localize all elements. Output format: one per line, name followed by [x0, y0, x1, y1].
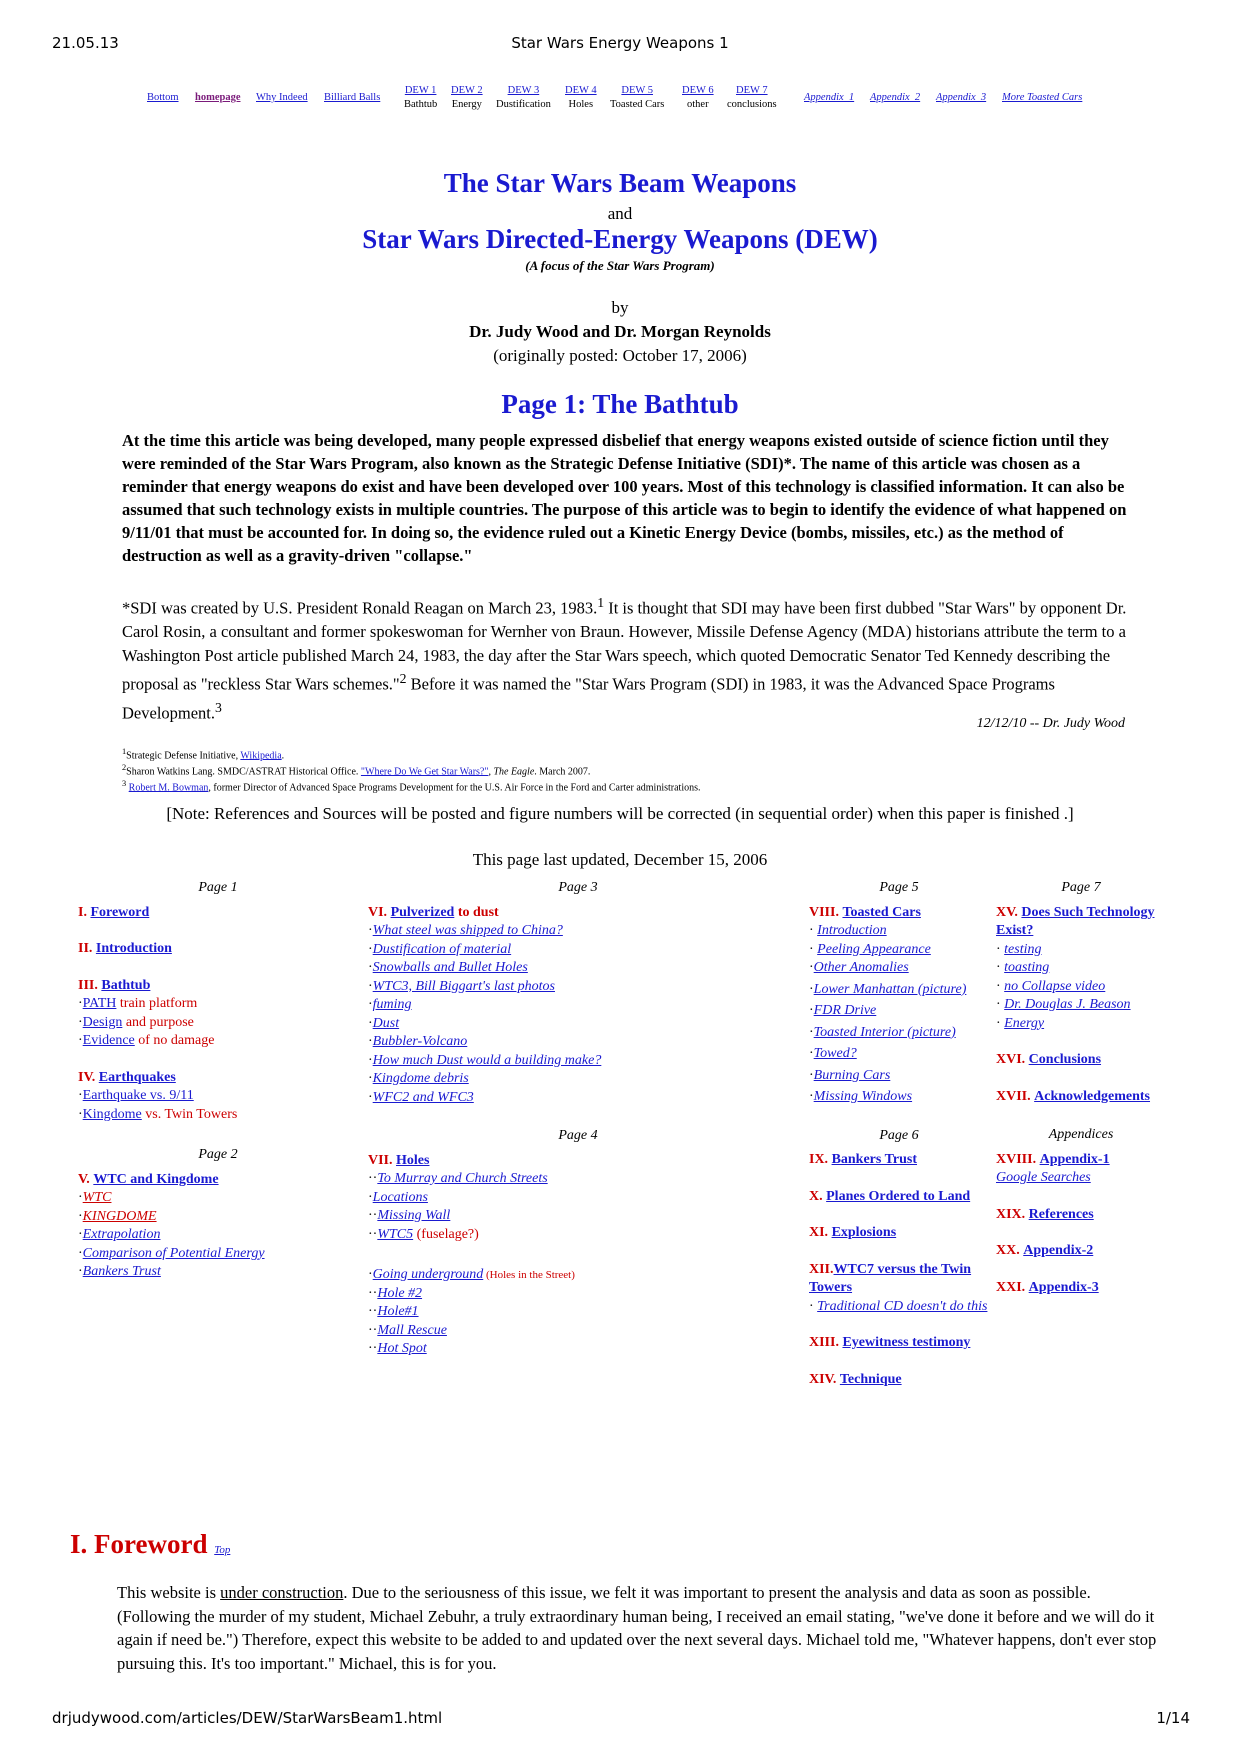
references-note: [Note: References and Sources will be posted and figure numbers will be corrected (in sequential order) when this paper is finished .]: [166, 804, 1074, 823]
toc-lower-manhattan-link[interactable]: Lower Manhattan (picture): [813, 981, 967, 997]
toc-hole1-link[interactable]: Hole#1: [377, 1304, 419, 1319]
nav-dew-sub: Holes: [568, 99, 594, 110]
sdi-text: Before it was named the "Star Wars Program (SDI) in 1983, it was the Advanced Space Programs Development.: [122, 674, 1055, 723]
toc-page-heading: Page 4: [558, 1128, 598, 1143]
nav-billiard-balls-link[interactable]: Billiard Balls: [324, 92, 381, 103]
toc-num: II.: [78, 941, 93, 956]
nav-homepage-link[interactable]: homepage: [195, 92, 241, 103]
toc-page-heading: Page 2: [198, 1147, 238, 1162]
toc-mall-rescue-link[interactable]: Mall Rescue: [377, 1322, 447, 1338]
nav-dew-link[interactable]: DEW 2: [451, 85, 483, 96]
toc-technique-link[interactable]: Technique: [839, 1371, 902, 1387]
toc-acknowledgements-link[interactable]: Acknowledgements: [1034, 1088, 1151, 1104]
toc-path-link[interactable]: PATH: [82, 996, 117, 1011]
bowman-link[interactable]: Robert M. Bowman: [128, 782, 209, 794]
toc-num: XX.: [996, 1243, 1020, 1258]
toc-text: (fuselage?): [413, 1226, 479, 1242]
nav-why-indeed-link[interactable]: Why Indeed: [256, 92, 308, 103]
toc-steel-china-link[interactable]: What steel was shipped to China?: [372, 923, 563, 938]
foreword-heading: [70, 1529, 230, 1560]
footnote-num: 3: [122, 779, 127, 788]
toc-column-1: Page 1 I. Foreword II. Introduction III. Bathtub ·PATH train platform ·Design and purpose ·Evidence of no damage IV. Earthquakes ·Earthquake vs. 9/11 ·Kingdome vs. Twin Towers Page 2 V. WTC and Kingdome ·WTC ·KINGDOME ·Extrapolation ·Comparison of Potential Energy ·Bankers Trust: [78, 879, 358, 1282]
footnote-text: The Eagle: [493, 766, 535, 778]
toc-num: XIX.: [996, 1206, 1026, 1222]
nav-dew-sub: Dustification: [496, 99, 551, 110]
toc-earthquake-911-link[interactable]: Earthquake vs. 9/11: [82, 1088, 194, 1103]
toc-bankers-trust-9-link[interactable]: Bankers Trust: [831, 1152, 918, 1167]
toc-burning-cars-link[interactable]: Burning Cars: [813, 1067, 891, 1083]
page-heading: Page 1: The Bathtub: [501, 389, 739, 419]
toc-num: XII.: [809, 1261, 834, 1277]
footnote-num: 1: [122, 747, 127, 756]
footnote-3: [122, 779, 701, 793]
toc-kingdome-caps-link[interactable]: KINGDOME: [82, 1208, 157, 1224]
toc-energy-link[interactable]: Energy: [1004, 1015, 1045, 1031]
nav-more-toasted-cars-link[interactable]: More Toasted Cars: [1002, 92, 1083, 103]
foreword-text: . Due to the seriousness of this issue, we felt it was important to present the analysis and data as soon as possible. (Following the murder of my student, Michael Zebuhr, a truly extraordinary human being, I received an email stating, "we've done it before and we will do it again if need be.") Therefore, expect this website to be added to and updated over the next several days. Michael told me, "Whatever happens, don't ever stop pursuing this. It's too important." Michael, this is for you.: [117, 1583, 1157, 1673]
footnote-text: .: [281, 750, 285, 762]
footnote-2: [122, 763, 590, 777]
footnote-text: , former Director of Advanced Space Programs Development for the U.S. Air Force in the Ford and Carter administrations.: [208, 782, 701, 794]
footnote-text: Strategic Defense Initiative,: [126, 750, 241, 762]
toc-testing-link[interactable]: testing: [1004, 941, 1042, 957]
toc-wfc-link[interactable]: WFC2 and WFC3: [372, 1089, 474, 1105]
toc-underground-link[interactable]: Going underground: [372, 1267, 484, 1282]
toc-page-heading: Page 7: [1061, 880, 1101, 895]
toc-text: vs. Twin Towers: [141, 1106, 238, 1122]
star-wars-article-link[interactable]: "Where Do We Get Star Wars?": [360, 766, 489, 778]
toc-wtc7-link[interactable]: WTC7 versus the Twin Towers: [809, 1261, 972, 1295]
toc-traditional-cd-link[interactable]: Traditional CD doesn't do this: [817, 1298, 988, 1314]
toc-toasting-link[interactable]: toasting: [1004, 960, 1050, 975]
toc-num: XVI.: [996, 1052, 1026, 1067]
nav-dew-link[interactable]: DEW 1: [404, 85, 437, 96]
toc-fdr-drive-link[interactable]: FDR Drive: [813, 1003, 877, 1018]
print-date: 21.05.13: [52, 34, 119, 52]
sdi-paragraph: [122, 591, 1132, 725]
toc-murray-link[interactable]: To Murray and Church Streets: [377, 1171, 548, 1186]
nav-dew-sub: Energy: [451, 99, 482, 110]
toc-dust-link[interactable]: Dust: [372, 1015, 400, 1031]
nav-dew-link[interactable]: DEW 3: [507, 85, 540, 96]
toc-text: (Holes in the Street): [483, 1269, 575, 1281]
toc-locations-link[interactable]: Locations: [372, 1189, 428, 1205]
nav-dew-7[interactable]: [727, 84, 777, 112]
toc-references-link[interactable]: References: [1028, 1206, 1094, 1222]
toc-bankers-trust-link[interactable]: Bankers Trust: [82, 1264, 161, 1279]
nav-dew-link[interactable]: DEW 4: [565, 85, 597, 96]
byline: by: [611, 298, 629, 317]
toc-num: VI.: [368, 904, 388, 920]
toc-missing-windows-link[interactable]: Missing Windows: [813, 1089, 913, 1104]
toc-page-heading: Page 1: [198, 880, 238, 895]
toc-num: XVII.: [996, 1088, 1031, 1104]
toc-dustification-link[interactable]: Dustification of material: [372, 941, 512, 957]
nav-dew-3[interactable]: [496, 84, 551, 112]
footnote-1: [122, 747, 284, 761]
toc-bathtub-link[interactable]: Bathtub: [101, 977, 151, 993]
wikipedia-link[interactable]: Wikipedia: [240, 750, 282, 762]
toc-no-collapse-link[interactable]: no Collapse video: [1004, 978, 1106, 994]
foreword-title: I. Foreword: [70, 1529, 208, 1559]
toc-page-heading: Page 5: [879, 880, 919, 895]
toc-num: III.: [78, 977, 98, 993]
toc-planes-link[interactable]: Planes Ordered to Land: [826, 1188, 971, 1204]
nav-dew-link[interactable]: DEW 7: [735, 85, 768, 96]
toc-num: X.: [809, 1188, 823, 1204]
toc-column-3: Page 5 VIII. Toasted Cars · Introduction · Peeling Appearance ·Other Anomalies ·Lower Manhattan (picture) ·FDR Drive ·Toasted Interior (picture) ·Towed? ·Burning Cars ·Missing Windows Page 6 IX. Bankers Trust X. Planes Ordered to Land XI. Explosions XII.WTC7 versus the Twin Towers · Traditional CD doesn't do this XIII. Eyewitness testimony XIV. Technique: [809, 880, 988, 1387]
print-url: drjudywood.com/articles/DEW/StarWarsBeam1.html: [52, 1709, 443, 1727]
toc-beason-link[interactable]: Dr. Douglas J. Beason: [1004, 997, 1131, 1012]
toc-page-heading: Page 6: [879, 1127, 919, 1143]
footnote-ref: 1: [597, 595, 605, 610]
toc-wtc5-link[interactable]: WTC5: [377, 1226, 414, 1242]
toc-appendix-3-link[interactable]: Appendix-3: [1028, 1279, 1099, 1295]
foreword-text: This website is: [117, 1583, 221, 1602]
authors: Dr. Judy Wood and Dr. Morgan Reynolds: [469, 322, 771, 341]
under-construction-link[interactable]: under construction: [220, 1583, 344, 1602]
footnote-ref: 2: [399, 671, 407, 686]
toc-num: XV.: [996, 904, 1018, 920]
toc-num: VIII.: [809, 904, 839, 920]
toc-text: and purpose: [122, 1014, 194, 1030]
nav-dew-sub: other: [687, 99, 709, 110]
toc-towed-link[interactable]: Towed?: [813, 1046, 857, 1061]
nav-dew-sub: Toasted Cars: [610, 99, 665, 110]
main-title: The Star Wars Beam Weapons: [443, 168, 797, 198]
toc-snowballs-link[interactable]: Snowballs and Bullet Holes: [372, 960, 528, 975]
toc-appendices-heading: Appendices: [1048, 1127, 1114, 1142]
toc-earthquakes-link[interactable]: Earthquakes: [98, 1069, 176, 1085]
toc-num: VII.: [368, 1152, 393, 1168]
toc-fuming-link[interactable]: fuming: [372, 997, 412, 1012]
toc-text: to dust: [454, 904, 499, 920]
toc-appendix-2-link[interactable]: Appendix-2: [1023, 1243, 1094, 1258]
toc-num: V.: [78, 1171, 90, 1187]
toc-page-heading: Page 3: [558, 880, 598, 895]
toc-hole2-link[interactable]: Hole #2: [377, 1285, 423, 1301]
toc-extrapolation-link[interactable]: Extrapolation: [82, 1227, 161, 1242]
toc-explosions-link[interactable]: Explosions: [831, 1225, 897, 1240]
toc-num: XIII.: [809, 1335, 839, 1350]
top-link[interactable]: Top: [214, 1544, 231, 1556]
toc-technology-exist-link[interactable]: Does Such Technology Exist?: [996, 904, 1155, 938]
toc-num: I.: [78, 904, 87, 920]
sdi-text: It is thought that SDI may have been first dubbed "Star Wars" by opponent Dr. Carol Rosin, a consultant and former spokeswoman for Wernher von Braun. However, Missile Defense Agency (MDA) historians attribute the term to a Washington Post article published March 24, 1983, the day after the Star Wars speech, which quoted Democratic Senator Ted Kennedy describing the proposal as "reckless Star Wars schemes.": [122, 598, 1127, 694]
toc-missing-wall-link[interactable]: Missing Wall: [377, 1208, 451, 1223]
toc-num: XVIII.: [996, 1151, 1037, 1167]
toc-peeling-link[interactable]: Peeling Appearance: [817, 941, 931, 957]
toc-anomalies-link[interactable]: Other Anomalies: [813, 960, 909, 975]
posted-date: (originally posted: October 17, 2006): [493, 346, 747, 365]
intro-paragraph: At the time this article was being developed, many people expressed disbelief that energy weapons existed outside of science fiction until they were reminded of the Star Wars Program, also known as the Strategic Defense Initiative (SDI)*. The name of this article was chosen as a reminder that energy weapons do exist and have been developed over 100 years. Most of this technology is classified information. It can also be assumed that such technology exists in multiple countries. The purpose of this article was to begin to identify the evidence of what happened on 9/11/01 that must be accounted for. In doing so, the evidence ruled out a Kinetic Energy Device (bombs, missiles, etc.) as the method of destruction as well as a gravity-driven "collapse.": [122, 431, 1127, 565]
foreword-paragraph: [117, 1581, 1162, 1675]
nav-bottom-link[interactable]: Bottom: [147, 92, 179, 103]
sub-title: Star Wars Directed-Energy Weapons (DEW): [362, 224, 878, 254]
toc-num: XI.: [809, 1225, 829, 1240]
nav-dew-4[interactable]: [565, 84, 597, 112]
nav-dew-2[interactable]: [451, 84, 483, 112]
toc-toasted-interior-link[interactable]: Toasted Interior (picture): [813, 1024, 956, 1040]
footnote-ref: 3: [215, 700, 222, 715]
nav-dew-sub: Bathtub: [404, 99, 438, 110]
print-page-number: 1/14: [1156, 1709, 1190, 1727]
toc-column-4: Page 7 XV. Does Such Technology Exist? · testing · toasting · no Collapse video · Dr. Douglas J. Beason · Energy XVI. Conclusions XVII. Acknowledgements Appendices XVIII. Appendix-1 Google Searches XIX. References XX. Appendix-2 XXI. Appendix-3: [996, 879, 1166, 1297]
toc-num: XXI.: [996, 1279, 1026, 1295]
title-and: and: [607, 204, 633, 223]
toc-cars-intro-link[interactable]: Introduction: [817, 923, 887, 938]
nav-dew-5[interactable]: [610, 84, 664, 112]
nav-dew-sub: conclusions: [727, 99, 777, 110]
toc-num: IX.: [809, 1152, 829, 1167]
signature: 12/12/10 -- Dr. Judy Wood: [976, 716, 1125, 731]
toc-wtc-link[interactable]: WTC: [82, 1190, 112, 1205]
nav-appendix-1-link[interactable]: Appendix_1: [804, 92, 855, 103]
nav-dew-link[interactable]: DEW 6: [682, 85, 714, 96]
toc-toasted-cars-link[interactable]: Toasted Cars: [842, 904, 921, 920]
nav-dew-link[interactable]: DEW 5: [621, 85, 653, 96]
footnote-text: Sharon Watkins Lang. SMDC/ASTRAT Historical Office.: [126, 766, 361, 778]
toc-design-link[interactable]: Design: [82, 1014, 123, 1030]
nav-appendix-3-link[interactable]: Appendix_3: [936, 92, 987, 103]
nav-dew-6[interactable]: [682, 84, 714, 112]
toc-hot-spot-link[interactable]: Hot Spot: [377, 1341, 427, 1356]
footnote-num: 2: [122, 763, 127, 772]
toc-num: XIV.: [809, 1371, 837, 1387]
toc-wtc-kingdome-link[interactable]: WTC and Kingdome: [93, 1171, 219, 1187]
nav-appendix-2-link[interactable]: Appendix_2: [870, 92, 921, 103]
sdi-text: *SDI was created by U.S. President Ronald Reagan on March 23, 1983.: [122, 598, 598, 618]
toc-text: train platform: [116, 996, 198, 1011]
toc-appendix-1-link[interactable]: Appendix-1: [1039, 1151, 1110, 1167]
toc-pulverized-link[interactable]: Pulverized: [390, 904, 455, 920]
toc-kingdome-link[interactable]: Kingdome: [82, 1106, 142, 1122]
toc-foreword-link[interactable]: Foreword: [90, 904, 150, 920]
toc-eyewitness-link[interactable]: Eyewitness testimony: [842, 1335, 971, 1350]
toc-google-searches-link[interactable]: Google Searches: [996, 1170, 1091, 1185]
toc-conclusions-link[interactable]: Conclusions: [1028, 1052, 1102, 1067]
toc-potential-energy-link[interactable]: Comparison of Potential Energy: [82, 1245, 265, 1261]
toc-evidence-link[interactable]: Evidence: [82, 1033, 135, 1048]
title-focus: (A focus of the Star Wars Program): [525, 258, 715, 273]
toc-wtc3-link[interactable]: WTC3, Bill Biggart's last photos: [372, 978, 555, 994]
toc-column-2: Page 3 VI. Pulverized to dust ·What steel was shipped to China? ·Dustification of material ·Snowballs and Bullet Holes ·WTC3, Bill Biggart's last photos ·fuming ·Dust ·Bubbler-Volcano ·How much Dust would a building make? ·Kingdome debris ·WFC2 and WFC3 Page 4 VII. Holes ··To Murray and Church Streets ·Locations ··Missing Wall ··WTC5 (fuselage?) ·Going underground (Holes in the Street) ··Hole #2 ··Hole#1 ··Mall Rescue ··Hot Spot: [368, 879, 788, 1359]
toc-bubbler-link[interactable]: Bubbler-Volcano: [372, 1034, 468, 1049]
toc-kingdome-debris-link[interactable]: Kingdome debris: [372, 1071, 469, 1086]
footnote-text: . March 2007.: [534, 766, 591, 778]
last-updated: This page last updated, December 15, 2006: [472, 850, 768, 869]
toc-text: of no damage: [134, 1033, 215, 1048]
toc-dust-amount-link[interactable]: How much Dust would a building make?: [372, 1052, 602, 1068]
nav-dew-1[interactable]: [404, 84, 437, 112]
toc-introduction-link[interactable]: Introduction: [95, 941, 172, 956]
toc-holes-link[interactable]: Holes: [396, 1152, 430, 1168]
toc-num: IV.: [78, 1069, 96, 1085]
footnote-text: ,: [488, 766, 494, 778]
print-title: Star Wars Energy Weapons 1: [511, 34, 729, 52]
